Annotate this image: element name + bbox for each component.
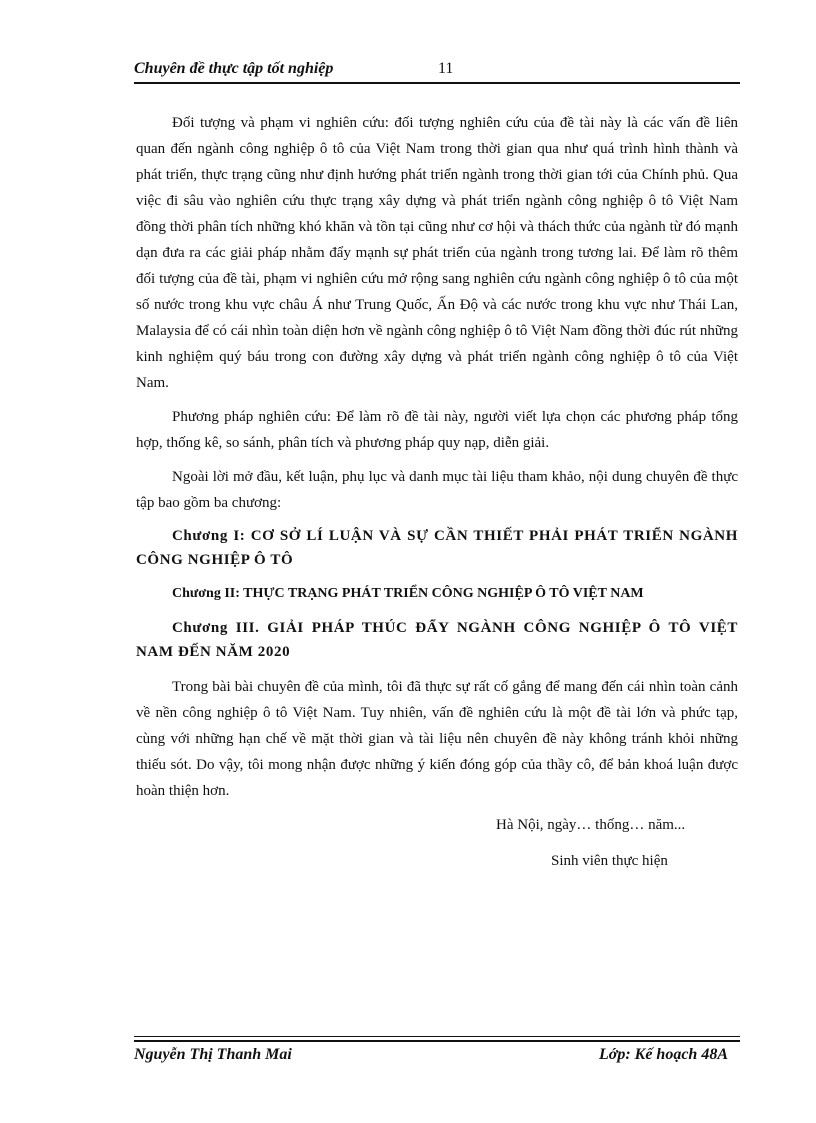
signature-role: Sinh viên thực hiện [551,853,668,869]
footer-rule-bottom [134,1040,740,1042]
paragraph-research-scope: Đối tượng và phạm vi nghiên cứu: đối tượng nghiên cứu của đề tài này là các vấn đề liên quan đến ngành công nghiệp ô tô của Việt Nam trong thời gian qua như quá trình hình thành và phát triển, thực trạng cũng như định hướng phát triển ngành trong thời gian tới của Chính phủ. Qua việc đi sâu vào nghiên cứu thực trạng xây dựng và phát triển ngành công nghiệp ô tô Việt Nam đồng thời phân tích những khó khăn và tồn tại cũng như cơ hội và thách thức của ngành từ đó mạnh dạn đưa ra các giải pháp nhằm đẩy mạnh sự phát triển của ngành trong tương lai. Để làm rõ thêm đối tượng của đề tài, phạm vi nghiên cứu mở rộng sang nghiên cứu ngành công nghiệp ô tô của một số nước trong khu vực châu Á như Trung Quốc, Ấn Độ và các nước trong khu vực như Thái Lan, Malaysia để có cái nhìn toàn diện hơn về ngành công nghiệp ô tô Việt Nam đồng thời đúc rút những kinh nghiệm quý báu trong con đường xây dựng và phát triển ngành công nghiệp ô tô của Việt Nam. [136,115,738,391]
chapter-1-heading: Chương I: CƠ SỞ LÍ LUẬN VÀ SỰ CẦN THIẾT PHẢI PHÁT TRIỂN NGÀNH CÔNG NGHIỆP Ô TÔ [136,528,738,568]
header-title: Chuyên đề thực tập tốt nghiệp [134,60,334,77]
chapter-3-heading: Chương III. GIẢI PHÁP THÚC ĐẨY NGÀNH CÔNG NGHIỆP Ô TÔ VIỆT NAM ĐẾN NĂM 2020 [136,620,738,660]
paragraph-structure: Ngoài lời mở đầu, kết luận, phụ lục và danh mục tài liệu tham khảo, nội dung chuyên đề thực tập bao gồm ba chương: [136,469,738,511]
signature-date: Hà Nội, ngày… thống… năm... [496,817,686,833]
paragraph-closing: Trong bài bài chuyên đề của mình, tôi đã thực sự rất cố gắng để mang đến cái nhìn toàn cảnh về nền công nghiệp ô tô Việt Nam. Tuy nhiên, vấn đề nghiên cứu là một đề tài lớn và phức tạp, cùng với những hạn chế về mặt thời gian và tài liệu nên chuyên đề này không tránh khỏi những thiếu sót. Do vậy, tôi mong nhận được những ý kiến đóng góp của thầy cô, để bản khoá luận được hoàn thiện hơn. [136,679,738,799]
page-footer [134,1046,740,1068]
document-body [136,110,738,874]
chapter-2-heading: Chương II: THỰC TRẠNG PHÁT TRIỂN CÔNG NGHIỆP Ô TÔ VIỆT NAM [172,586,644,601]
footer-class: Lớp: Kế hoạch 48A [598,1046,728,1063]
footer-rule-top [134,1036,740,1037]
page-number: 11 [438,60,454,77]
paragraph-research-method: Phương pháp nghiên cứu: Để làm rõ đề tài này, người viết lựa chọn các phương pháp tổng hợp, thống kê, so sánh, phân tích và phương pháp quy nạp, diễn giải. [136,409,738,451]
footer-author: Nguyễn Thị Thanh Mai [134,1046,292,1063]
header-rule [134,82,740,84]
page-header [134,60,740,82]
